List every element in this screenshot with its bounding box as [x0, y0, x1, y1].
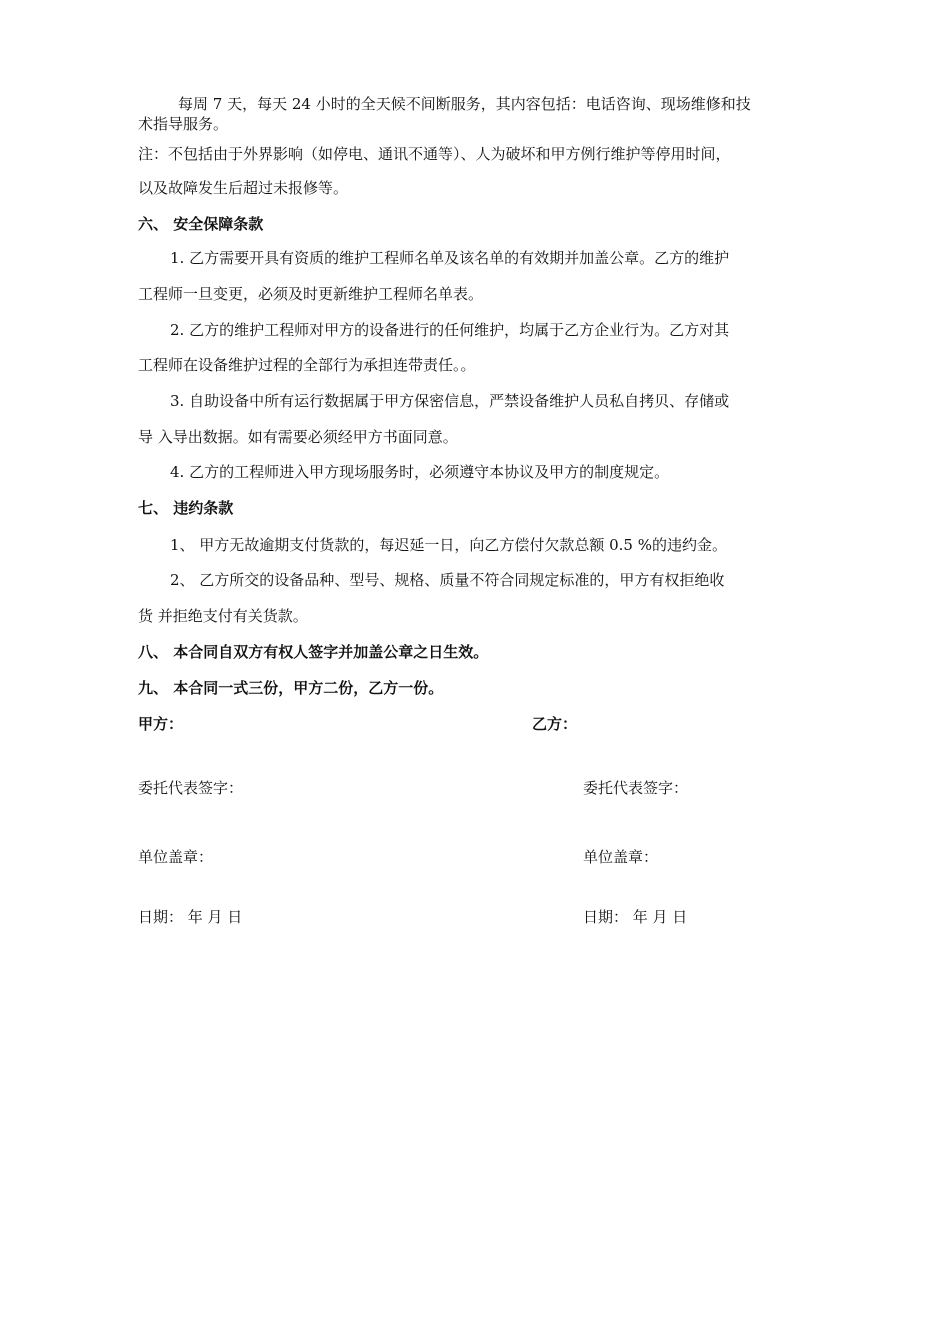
party-b-representative-signature: 委托代表签字： — [583, 779, 689, 797]
party-a-seal: 单位盖章： — [138, 848, 214, 866]
section-9-title: 九、 本合同一式三份，甲方二份，乙方一份。 — [138, 679, 444, 697]
party-b-label: 乙方： — [532, 715, 578, 733]
section-7-item-2-line-2: 货 并拒绝支付有关货款。 — [138, 607, 308, 625]
party-b-seal: 单位盖章： — [583, 848, 659, 866]
section-6-title: 六、 安全保障条款 — [138, 215, 264, 233]
section-7-item-2-line-1: 2、 乙方所交的设备品种、型号、规格、质量不符合同规定标准的，甲方有权拒绝收 — [170, 571, 725, 589]
party-a-date: 日期： 年 月 日 — [138, 908, 243, 926]
section-6-item-1-line-2: 工程师一旦变更，必须及时更新维护工程师名单表。 — [138, 285, 484, 303]
section-6-item-3-line-1: 3. 自助设备中所有运行数据属于甲方保密信息，严禁设备维护人员私自拷贝、存储或 — [170, 392, 730, 410]
party-a-label: 甲方： — [138, 715, 184, 733]
section-6-item-2-line-2: 工程师在设备维护过程的全部行为承担连带责任。。 — [138, 356, 476, 374]
section-6-item-3-line-2: 导 入导出数据。如有需要必须经甲方书面同意。 — [138, 428, 458, 446]
section-6-item-4-line-1: 4. 乙方的工程师进入甲方现场服务时，必须遵守本协议及甲方的制度规定。 — [170, 463, 670, 481]
section-7-item-1-line-1: 1、 甲方无故逾期支付货款的，每迟延一日，向乙方偿付欠款总额 0.5 %的违约金。 — [170, 536, 727, 554]
service-note-line-1: 注：不包括由于外界影响（如停电、通讯不通等）、人为破坏和甲方例行维护等停用时间， — [138, 145, 731, 163]
party-b-date: 日期： 年 月 日 — [583, 908, 688, 926]
section-8-title: 八、 本合同自双方有权人签字并加盖公章之日生效。 — [138, 643, 489, 661]
service-note-line-2: 以及故障发生后超过未报修等。 — [138, 179, 349, 197]
service-line-2: 术指导服务。 — [138, 115, 229, 133]
party-a-representative-signature: 委托代表签字： — [138, 779, 244, 797]
section-6-item-1-line-1: 1. 乙方需要开具有资质的维护工程师名单及该名单的有效期并加盖公章。乙方的维护 — [170, 249, 730, 267]
service-line-1: 每周 7 天，每天 24 小时的全天候不间断服务，其内容包括：电话咨询、现场维修和技 — [178, 95, 751, 113]
section-7-title: 七、 违约条款 — [138, 499, 234, 517]
section-6-item-2-line-1: 2. 乙方的维护工程师对甲方的设备进行的任何维护，均属于乙方企业行为。乙方对其 — [170, 321, 730, 339]
